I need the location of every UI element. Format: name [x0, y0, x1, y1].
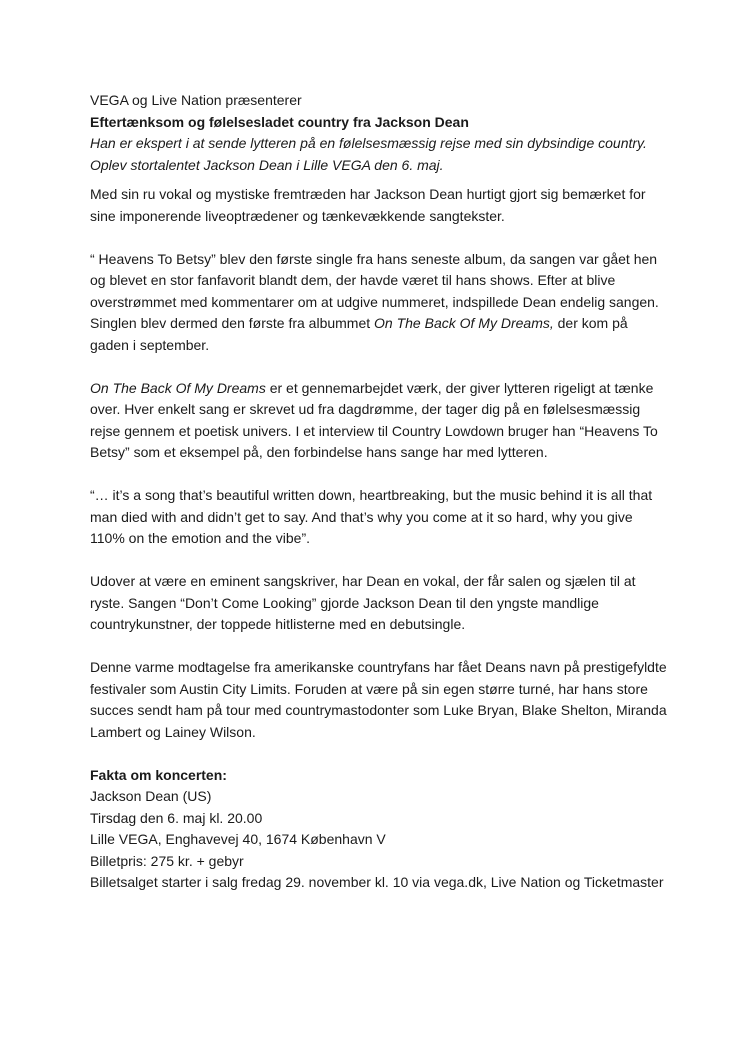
facts-heading: Fakta om koncerten: [90, 766, 227, 783]
fact-venue: Lille VEGA, Enghavevej 40, 1674 København V [90, 831, 386, 847]
paragraph-vocal: Udover at være en eminent sangskriver, har Dean en vokal, der får salen og sjælen til at ryste. Sangen “Don’t Come Looking” gjorde Jackson Dean til den yngste mandlige countrykunstner, der toppede hitlisterne med en debutsingle. [90, 573, 636, 632]
facts-section [90, 765, 670, 894]
album-title: On The Back Of My Dreams [90, 379, 266, 396]
paragraph-single [90, 249, 670, 357]
paragraph-single-end: der kom på gaden i september. [90, 315, 628, 353]
fact-date: Tirsdag den 6. maj kl. 20.00 [90, 809, 263, 826]
paragraph-quote: “… it’s a song that’s beautiful written down, heartbreaking, but the music behind it is all that man died with and didn’t get to say. And that’s why you come at it so hard, why you give 110% on the emotion and the vibe”. [90, 487, 653, 546]
paragraph-album [90, 378, 670, 464]
fact-price: Billetpris: 275 kr. + gebyr [90, 852, 244, 869]
lead-paragraph: Han er ekspert i at sende lytteren på en følelsesmæssig rejse med sin dybsindige country. Oplev stortalentet Jackson Dean i Lille VEGA den 6. maj. [90, 135, 647, 173]
paragraph-album-text: er et gennemarbejdet værk, der giver lytteren rigeligt at tænke over. Hver enkelt sang er skrevet ud fra dagdrømme, der tager dig på en følelsesmæssig rejse gennem et poetisk univers. I et interview til Country Lowdown bruger han “Heavens To Betsy” som et eksempel på, den forbindelse hans sange har med lytteren. [90, 379, 658, 460]
album-title: On The Back Of My Dreams, [374, 315, 554, 331]
paragraph-festivals: Denne varme modtagelse fra amerikanske countryfans har fået Deans navn på prestigefyldte festivaler som Austin City Limits. Foruden at være på sin egen større turné, har hans store succes sendt ham på tour med countrymastodonter som Luke Bryan, Blake Shelton, Miranda Lambert og Lainey Wilson. [90, 659, 667, 740]
headline: Eftertænksom og følelsesladet country fra Jackson Dean [90, 113, 469, 130]
press-release [90, 90, 670, 894]
paragraph-intro: Med sin ru vokal og mystiske fremtræden har Jackson Dean hurtigt gjort sig bemærket for sine imponerende liveoptrædener og tænkevækkende sangtekster. [90, 186, 646, 224]
presenter-line: VEGA og Live Nation præsenterer [90, 92, 302, 108]
paragraph-single-text: “ Heavens To Betsy” blev den første single fra hans seneste album, da sangen var gået hen og blevet en stor fanfavorit blandt dem, der havde været til hans shows. Efter at blive overstrømmet med kommentarer om at udgive nummeret, indspillede Dean endelig sangen. Singlen blev dermed den første fra albummet [90, 250, 659, 331]
fact-artist: Jackson Dean (US) [90, 788, 212, 804]
fact-ticket-sale: Billetsalget starter i salg fredag 29. november kl. 10 via vega.dk, Live Nation og Ticketmaster [90, 874, 664, 890]
